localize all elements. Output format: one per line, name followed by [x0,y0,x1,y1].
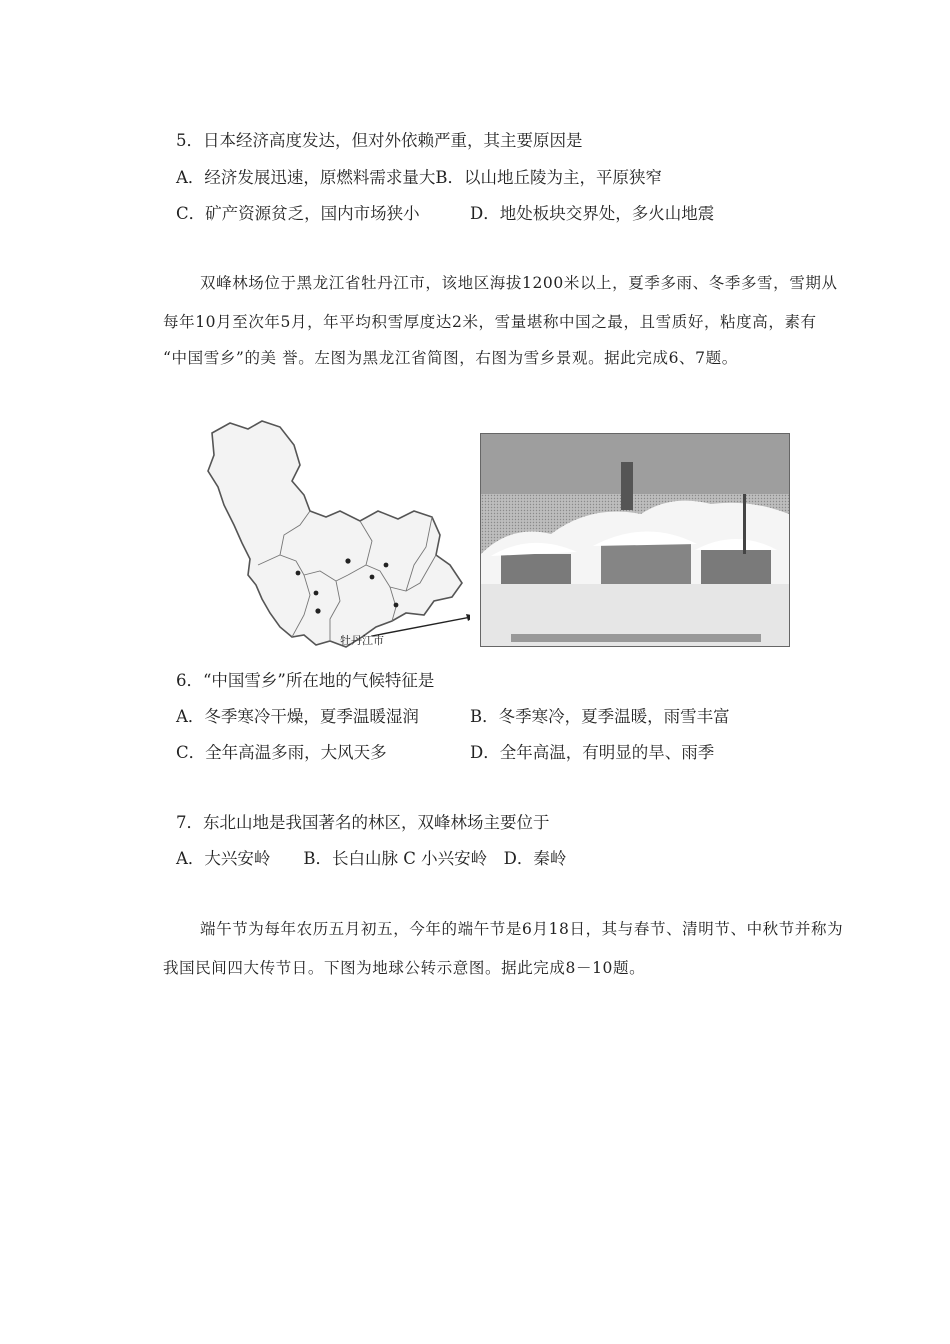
heilongjiang-map [200,415,470,655]
q6-option-c: C．全年高温多雨，大风天多 [176,743,387,762]
map-city-label: 牡丹江市 [340,634,384,647]
q7-stem: 7．东北山地是我国著名的林区，双峰林场主要位于 [176,813,550,832]
passage1-line2: 每年10月至次年5月，年平均积雪厚度达2米，雪量堪称中国之最，且雪质好，粘度高，素有 [163,313,817,331]
passage2-line1: 端午节为每年农历五月初五，今年的端午节是6月18日，其与春节、清明节、中秋节并称为 [200,920,844,938]
q6-option-a: A．冬季寒冷干燥，夏季温暖湿润 [176,707,419,726]
q5-option-c: C．矿产资源贫乏，国内市场狭小 [176,204,420,223]
q5-options-row1: A．经济发展迅速，原燃料需求量大B．以山地丘陵为主，平原狭窄 [176,168,663,187]
passage2-line2: 我国民间四大传节日。下图为地球公转示意图。据此完成8－10题。 [163,959,646,977]
snow-town-photo [480,433,790,647]
passage1-line1: 双峰林场位于黑龙江省牡丹江市，该地区海拔1200米以上，夏季多雨、冬季多雪，雪期从 [200,274,838,292]
snow-town-photo-graphic [481,434,789,646]
passage1-line3: “中国雪乡”的美 誉。左图为黑龙江省简图，右图为雪乡景观。据此完成6、7题。 [163,349,738,367]
q5-stem: 5．日本经济高度发达，但对外依赖严重，其主要原因是 [176,131,583,150]
q6-option-b: B．冬季寒冷，夏季温暖，雨雪丰富 [470,707,730,726]
q6-stem: 6．“中国雪乡”所在地的气候特征是 [176,671,435,690]
q5-option-d: D．地处板块交界处，多火山地震 [470,204,715,223]
q7-options: A．大兴安岭 B．长白山脉 C 小兴安岭 D．秦岭 [176,849,567,868]
q6-option-d: D．全年高温，有明显的旱、雨季 [470,743,715,762]
map-outline-graphic [200,415,470,655]
